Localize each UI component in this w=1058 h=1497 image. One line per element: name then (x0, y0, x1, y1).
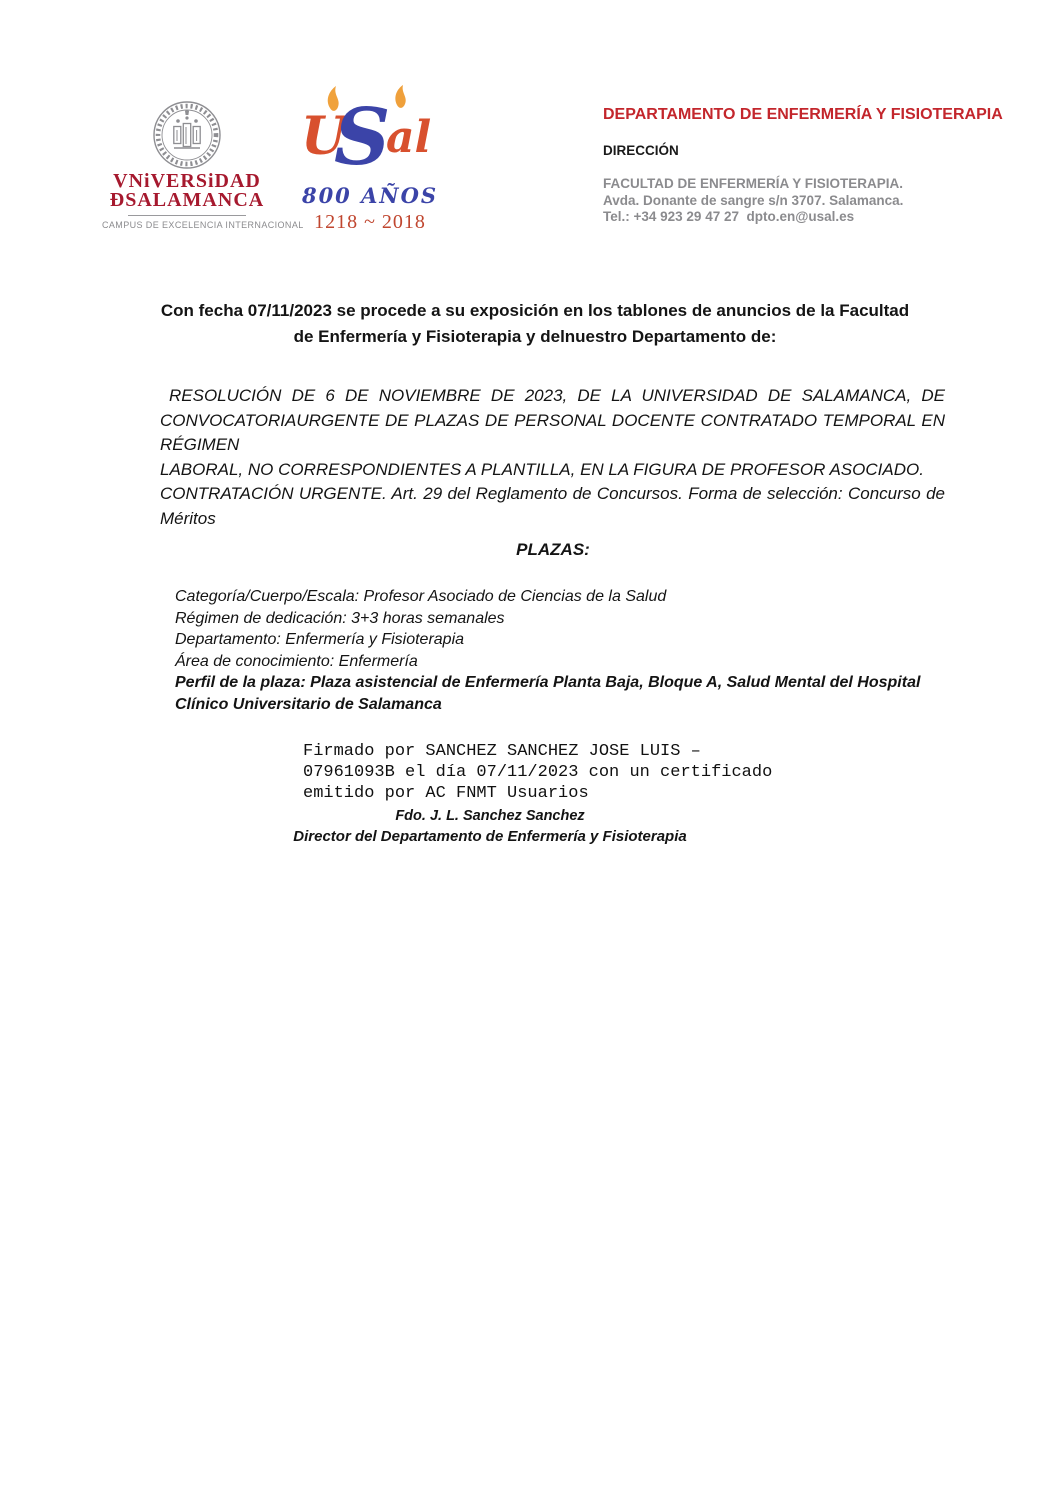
digital-signature-stamp (303, 741, 772, 804)
campus-excellence-label: CAMPUS DE EXCELENCIA INTERNACIONAL (102, 220, 304, 230)
university-name-line1: VNiVERSiDAD (113, 170, 261, 192)
resolution-paragraph (160, 384, 945, 531)
signature-director-line: Director del Departamento de Enfermería y Fisioterapia (293, 828, 687, 845)
faculty-line: FACULTAD DE ENFERMERÍA Y FISIOTERAPIA. (603, 176, 904, 191)
usal-mark-al: al (386, 112, 432, 163)
plaza-department-line: Departamento: Enfermería y Fisioterapia (175, 631, 465, 648)
plaza-profile-line: Perfil de la plaza: Plaza asistencial de Enfermería Planta Baja, Bloque A, Salud Mental del Hospital Clínico Universitario de Salamanca (175, 674, 921, 713)
resolution-line: RESOLUCIÓN DE 6 DE NOVIEMBRE DE 2023, DE LA UNIVERSIDAD DE SALAMANCA, DE (169, 386, 945, 405)
plaza-category-line: Categoría/Cuerpo/Escala: Profesor Asociado de Ciencias de la Salud (175, 588, 667, 605)
plaza-details (175, 586, 947, 715)
department-title: DEPARTAMENTO DE ENFERMERÍA Y FISIOTERAPIA (603, 106, 1003, 123)
signature-block (160, 806, 820, 847)
stamp-line: emitido por AC FNMT Usuarios (303, 784, 589, 803)
plazas-heading: PLAZAS: (516, 540, 590, 559)
university-seal-icon (152, 100, 222, 170)
resolution-line: CONTRATACIÓN URGENTE. Art. 29 del Reglamento de Concursos. Forma de selección: Concurso de (160, 484, 945, 503)
stamp-line: Firmado por SANCHEZ SANCHEZ JOSE LUIS – (303, 742, 701, 761)
phone-email-line: Tel.: +34 923 29 47 27 dpto.en@usal.es (603, 209, 855, 224)
announcement-paragraph: Con fecha 07/11/2023 se procede a su exposición en los tablones de anuncios de la Facultad de Enfermería y Fisioterapia y delnuestro Departamento de: (160, 301, 910, 346)
university-name-line2: ĐSALAMANCA (109, 189, 265, 211)
resolution-line: LABORAL, NO CORRESPONDIENTES A PLANTILLA, EN LA FIGURA DE PROFESOR ASOCIADO. (160, 459, 924, 479)
stamp-line: 07961093B el día 07/11/2023 con un certificado (303, 763, 773, 782)
usal-dragon-mark-icon (300, 84, 440, 182)
department-contact-block (603, 176, 1033, 226)
usal-mark-u: U (301, 106, 347, 167)
resolution-line: CONVOCATORIAURGENTE DE PLAZAS DE PERSONAL DOCENTE CONTRATADO TEMPORAL EN RÉGIMEN (160, 410, 945, 454)
address-line: Avda. Donante de sangre s/n 3707. Salamanca. (603, 192, 904, 208)
usal-mark-s: S (334, 92, 391, 182)
department-direction-label: DIRECCIÓN (603, 143, 679, 158)
plaza-dedication-line: Régimen de dedicación: 3+3 horas semanales (175, 609, 505, 627)
university-logo-divider (128, 215, 246, 216)
plaza-area-line: Área de conocimiento: Enfermería (175, 652, 418, 670)
signature-fdo-line: Fdo. J. L. Sanchez Sanchez (395, 808, 585, 824)
university-logo (102, 100, 304, 230)
usal-800-anos-label: 800 AÑOS (301, 183, 439, 208)
usal-years-label: 1218 ~ 2018 (314, 211, 426, 233)
usal-800-logo (298, 84, 442, 234)
resolution-line: Méritos (160, 508, 216, 528)
department-header (603, 106, 1033, 226)
